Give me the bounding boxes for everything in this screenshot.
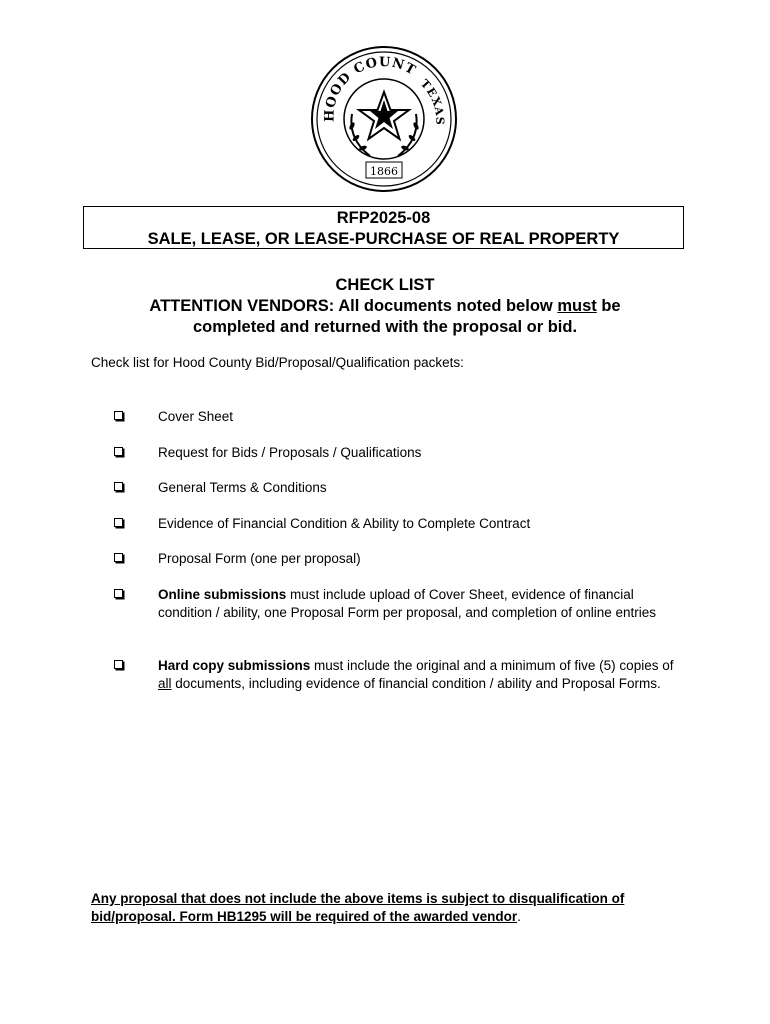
disqualification-notice: Any proposal that does not include the above items is subject to disqualification of bid/proposal. Form HB1295 will be required of the awarded vendor. bbox=[91, 891, 625, 924]
checklist-item-label: Evidence of Financial Condition & Ability to Complete Contract bbox=[158, 516, 531, 531]
seal-top-text: HOOD COUNT bbox=[322, 54, 419, 123]
rfp-title: SALE, LEASE, OR LEASE-PURCHASE OF REAL PROPERTY bbox=[147, 230, 620, 248]
checkbox-icon[interactable] bbox=[114, 589, 123, 598]
checklist-intro: Check list for Hood County Bid/Proposal/Qualification packets: bbox=[91, 355, 464, 370]
checkbox-icon[interactable] bbox=[114, 411, 123, 420]
checklist-title: CHECK LIST bbox=[335, 276, 435, 294]
attention-line-2: completed and returned with the proposal or bid. bbox=[192, 318, 578, 336]
svg-text:TEXAS bbox=[418, 77, 446, 126]
checklist-heading bbox=[0, 275, 770, 338]
checkbox-icon[interactable] bbox=[114, 518, 123, 527]
checkbox-icon[interactable] bbox=[114, 660, 123, 669]
checkbox-icon[interactable] bbox=[114, 482, 123, 491]
seal-right-text: TEXAS bbox=[417, 77, 447, 126]
rfp-number: RFP2025-08 bbox=[336, 209, 431, 227]
seal-year: 1866 bbox=[370, 165, 398, 178]
checklist-item-label: Request for Bids / Proposals / Qualifications bbox=[158, 445, 422, 460]
checkbox-icon[interactable] bbox=[114, 447, 123, 456]
checklist-item-label: Online submissions must include upload of Cover Sheet, evidence of financial condition / ability, one Proposal Form per proposal, and completion of online entries bbox=[158, 587, 657, 620]
hood-county-seal bbox=[308, 44, 460, 194]
checklist-item-label: Proposal Form (one per proposal) bbox=[158, 551, 361, 566]
checklist-item-label: Hard copy submissions must include the original and a minimum of five (5) copies of all documents, including evidence of financial condition / ability and Proposal Forms. bbox=[158, 658, 674, 691]
rfp-title-box bbox=[83, 206, 684, 249]
checkbox-icon[interactable] bbox=[114, 553, 123, 562]
checklist-item-label: General Terms & Conditions bbox=[158, 480, 327, 495]
checklist-item-label: Cover Sheet bbox=[158, 409, 234, 424]
attention-line: ATTENTION VENDORS: All documents noted below must be bbox=[149, 297, 621, 315]
must-emphasis: must bbox=[557, 297, 597, 315]
